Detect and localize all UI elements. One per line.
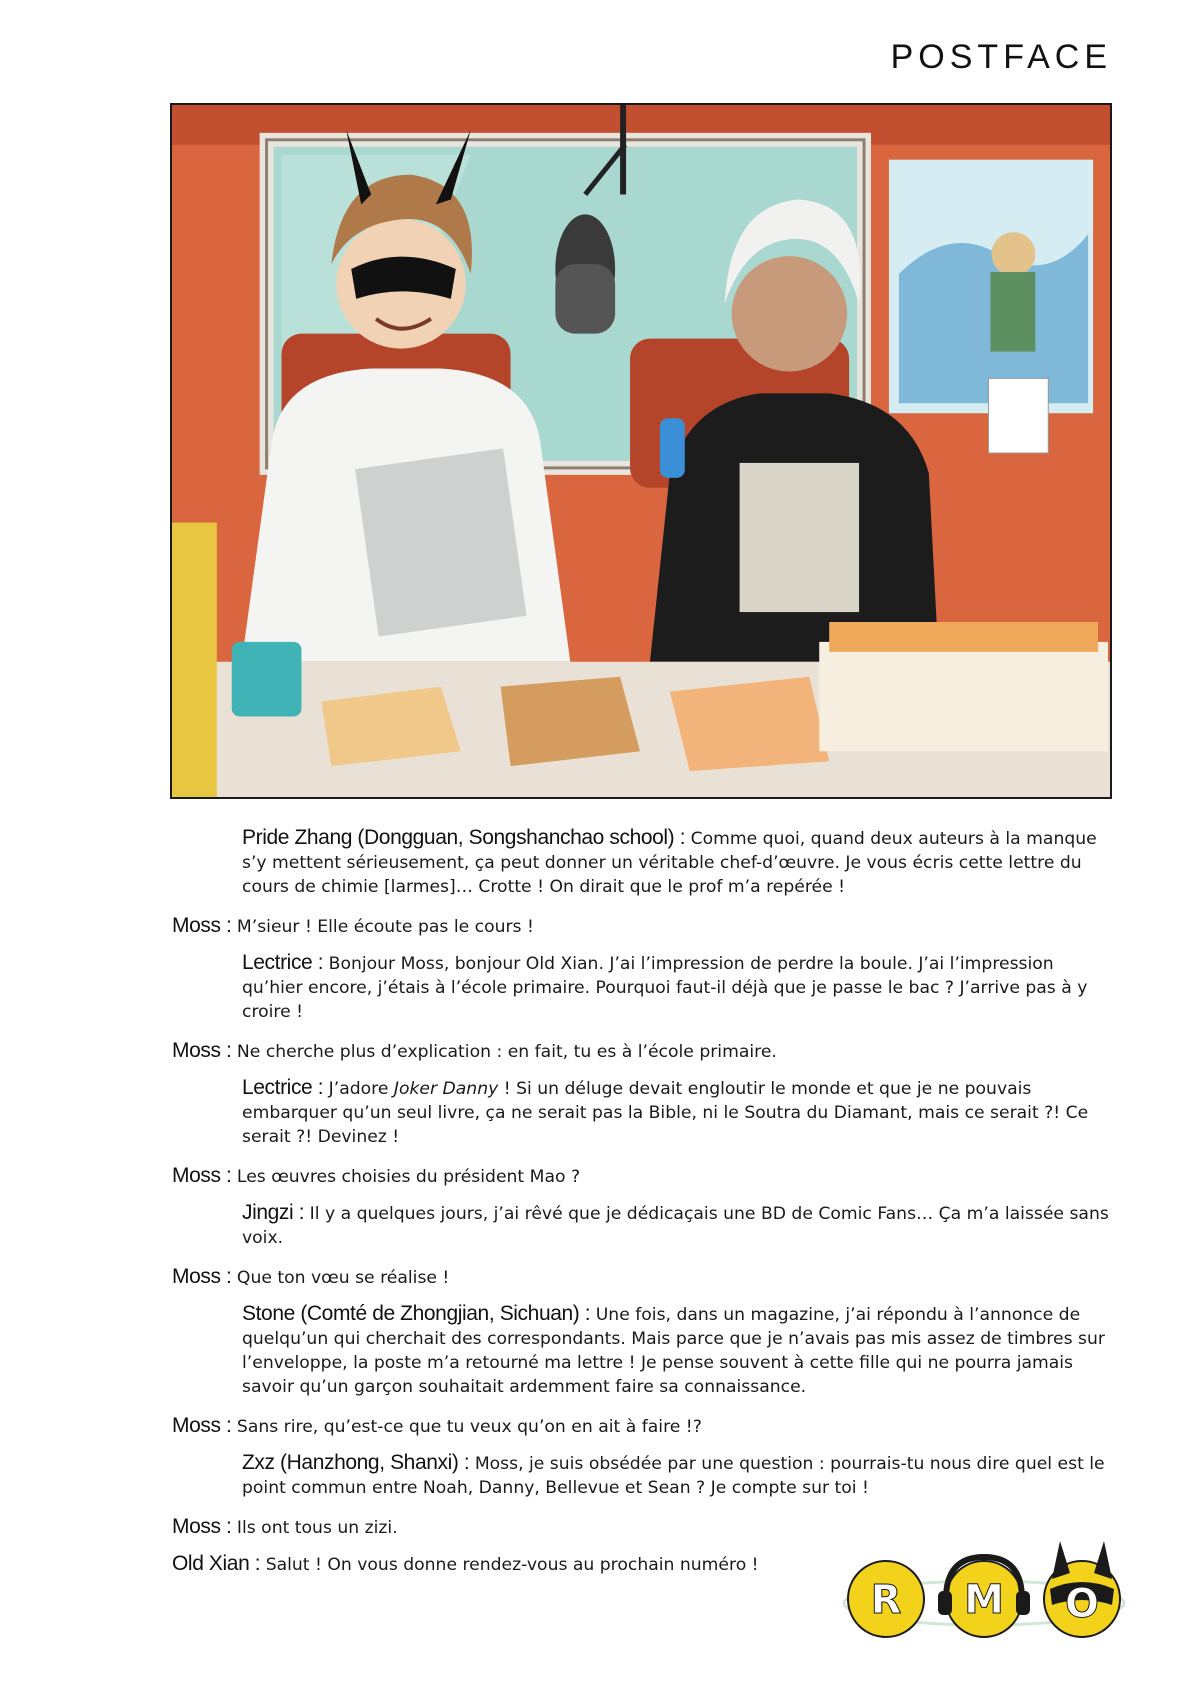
dialogue-entry bbox=[0, 1164, 1200, 1189]
speaker-name: Moss : bbox=[172, 1515, 232, 1538]
logo-letter-o bbox=[1044, 1541, 1120, 1637]
dialogue-entry bbox=[0, 1076, 1200, 1149]
illustration-artwork bbox=[172, 105, 1110, 797]
speaker-name: Pride Zhang (Dongguan, Songshanchao school) : bbox=[242, 826, 686, 849]
dialogue-entry bbox=[0, 914, 1200, 939]
dialogue-entry bbox=[0, 1265, 1200, 1290]
speaker-name: Moss : bbox=[172, 1414, 232, 1437]
logo-letter-r bbox=[848, 1561, 924, 1637]
speaker-name: Jingzi : bbox=[242, 1201, 305, 1224]
dialogue-text: Ne cherche plus d’explication : en fait, tu es à l’école primaire. bbox=[236, 1042, 777, 1062]
dialogue-text: Une fois, dans un magazine, j’ai répondu à l’annonce de quelqu’un qui cherchait des correspondants. Mais parce que je n’avais pas mis assez de timbres sur l’enveloppe, la poste m’a retourné ma lettre ! Je pense souvent à cette fille qui ne pourra jamais savoir qu’un garçon souhaitait ardemment faire sa connaissance. bbox=[242, 1305, 1105, 1397]
dialogue-list bbox=[0, 826, 1200, 1577]
dialogue-entry bbox=[0, 1039, 1200, 1064]
dialogue-text: M’sieur ! Elle écoute pas le cours ! bbox=[236, 917, 534, 937]
svg-text:O: O bbox=[1064, 1581, 1100, 1627]
speaker-name: Lectrice : bbox=[242, 951, 324, 974]
page-title: POSTFACE bbox=[890, 38, 1112, 76]
speaker-name: Lectrice : bbox=[242, 1076, 324, 1099]
dialogue-text: Ils ont tous un zizi. bbox=[236, 1518, 398, 1538]
speaker-name: Moss : bbox=[172, 1164, 232, 1187]
svg-text:M: M bbox=[964, 1577, 1004, 1623]
speaker-name: Moss : bbox=[172, 914, 232, 937]
dialogue-entry bbox=[0, 951, 1200, 1024]
dialogue-text: Sans rire, qu’est-ce que tu veux qu’on en ait à faire !? bbox=[236, 1417, 702, 1437]
dialogue-text: Salut ! On vous donne rendez-vous au prochain numéro ! bbox=[265, 1555, 759, 1575]
rmo-logo bbox=[838, 1537, 1130, 1655]
dialogue-text: Les œuvres choisies du président Mao ? bbox=[236, 1167, 581, 1187]
dialogue-text: Il y a quelques jours, j’ai rêvé que je dédicaçais une BD de Comic Fans… Ça m’a laissée sans voix. bbox=[242, 1204, 1109, 1248]
svg-text:R: R bbox=[870, 1577, 902, 1623]
dialogue-text: Bonjour Moss, bonjour Old Xian. J’ai l’impression de perdre la boule. J’ai l’impression qu’hier encore, j’étais à l’école primaire. Pourquoi faut-il déjà que je passe le bac ? J’arrive pas à y croire ! bbox=[242, 954, 1088, 1022]
dialogue-entry bbox=[0, 826, 1200, 899]
dialogue-text: Que ton vœu se réalise ! bbox=[236, 1268, 450, 1288]
dialogue-text: Moss, je suis obsédée par une question : pourrais-tu nous dire quel est le point commun entre Noah, Danny, Bellevue et Sean ? Je compte sur toi ! bbox=[242, 1454, 1105, 1498]
dialogue-entry bbox=[0, 1414, 1200, 1439]
dialogue-text: Comme quoi, quand deux auteurs à la manque s’y mettent sérieusement, ça peut donner un véritable chef-d’œuvre. Je vous écris cette lettre du cours de chimie [larmes]… Crotte ! On dirait que le prof m’a repérée ! bbox=[242, 829, 1097, 897]
speaker-name: Moss : bbox=[172, 1039, 232, 1062]
radio-studio-illustration bbox=[170, 103, 1112, 799]
speaker-name: Old Xian : bbox=[172, 1552, 261, 1575]
book-title: Joker Danny bbox=[393, 1079, 499, 1099]
speaker-name: Moss : bbox=[172, 1265, 232, 1288]
dialogue-entry bbox=[0, 1451, 1200, 1500]
dialogue-text: ! Si un déluge devait engloutir le monde et que je ne pouvais embarquer qu’un seul livre, ça ne serait pas la Bible, ni le Soutra du Diamant, mais ce serait ?! Ce serait ?! Devinez ! bbox=[242, 1079, 1089, 1147]
speaker-name: Zxz (Hanzhong, Shanxi) : bbox=[242, 1451, 470, 1474]
speaker-name: Stone (Comté de Zhongjian, Sichuan) : bbox=[242, 1302, 591, 1325]
dialogue-entry bbox=[0, 1302, 1200, 1399]
dialogue-entry bbox=[0, 1201, 1200, 1250]
dialogue-text: J’adore bbox=[328, 1079, 394, 1099]
